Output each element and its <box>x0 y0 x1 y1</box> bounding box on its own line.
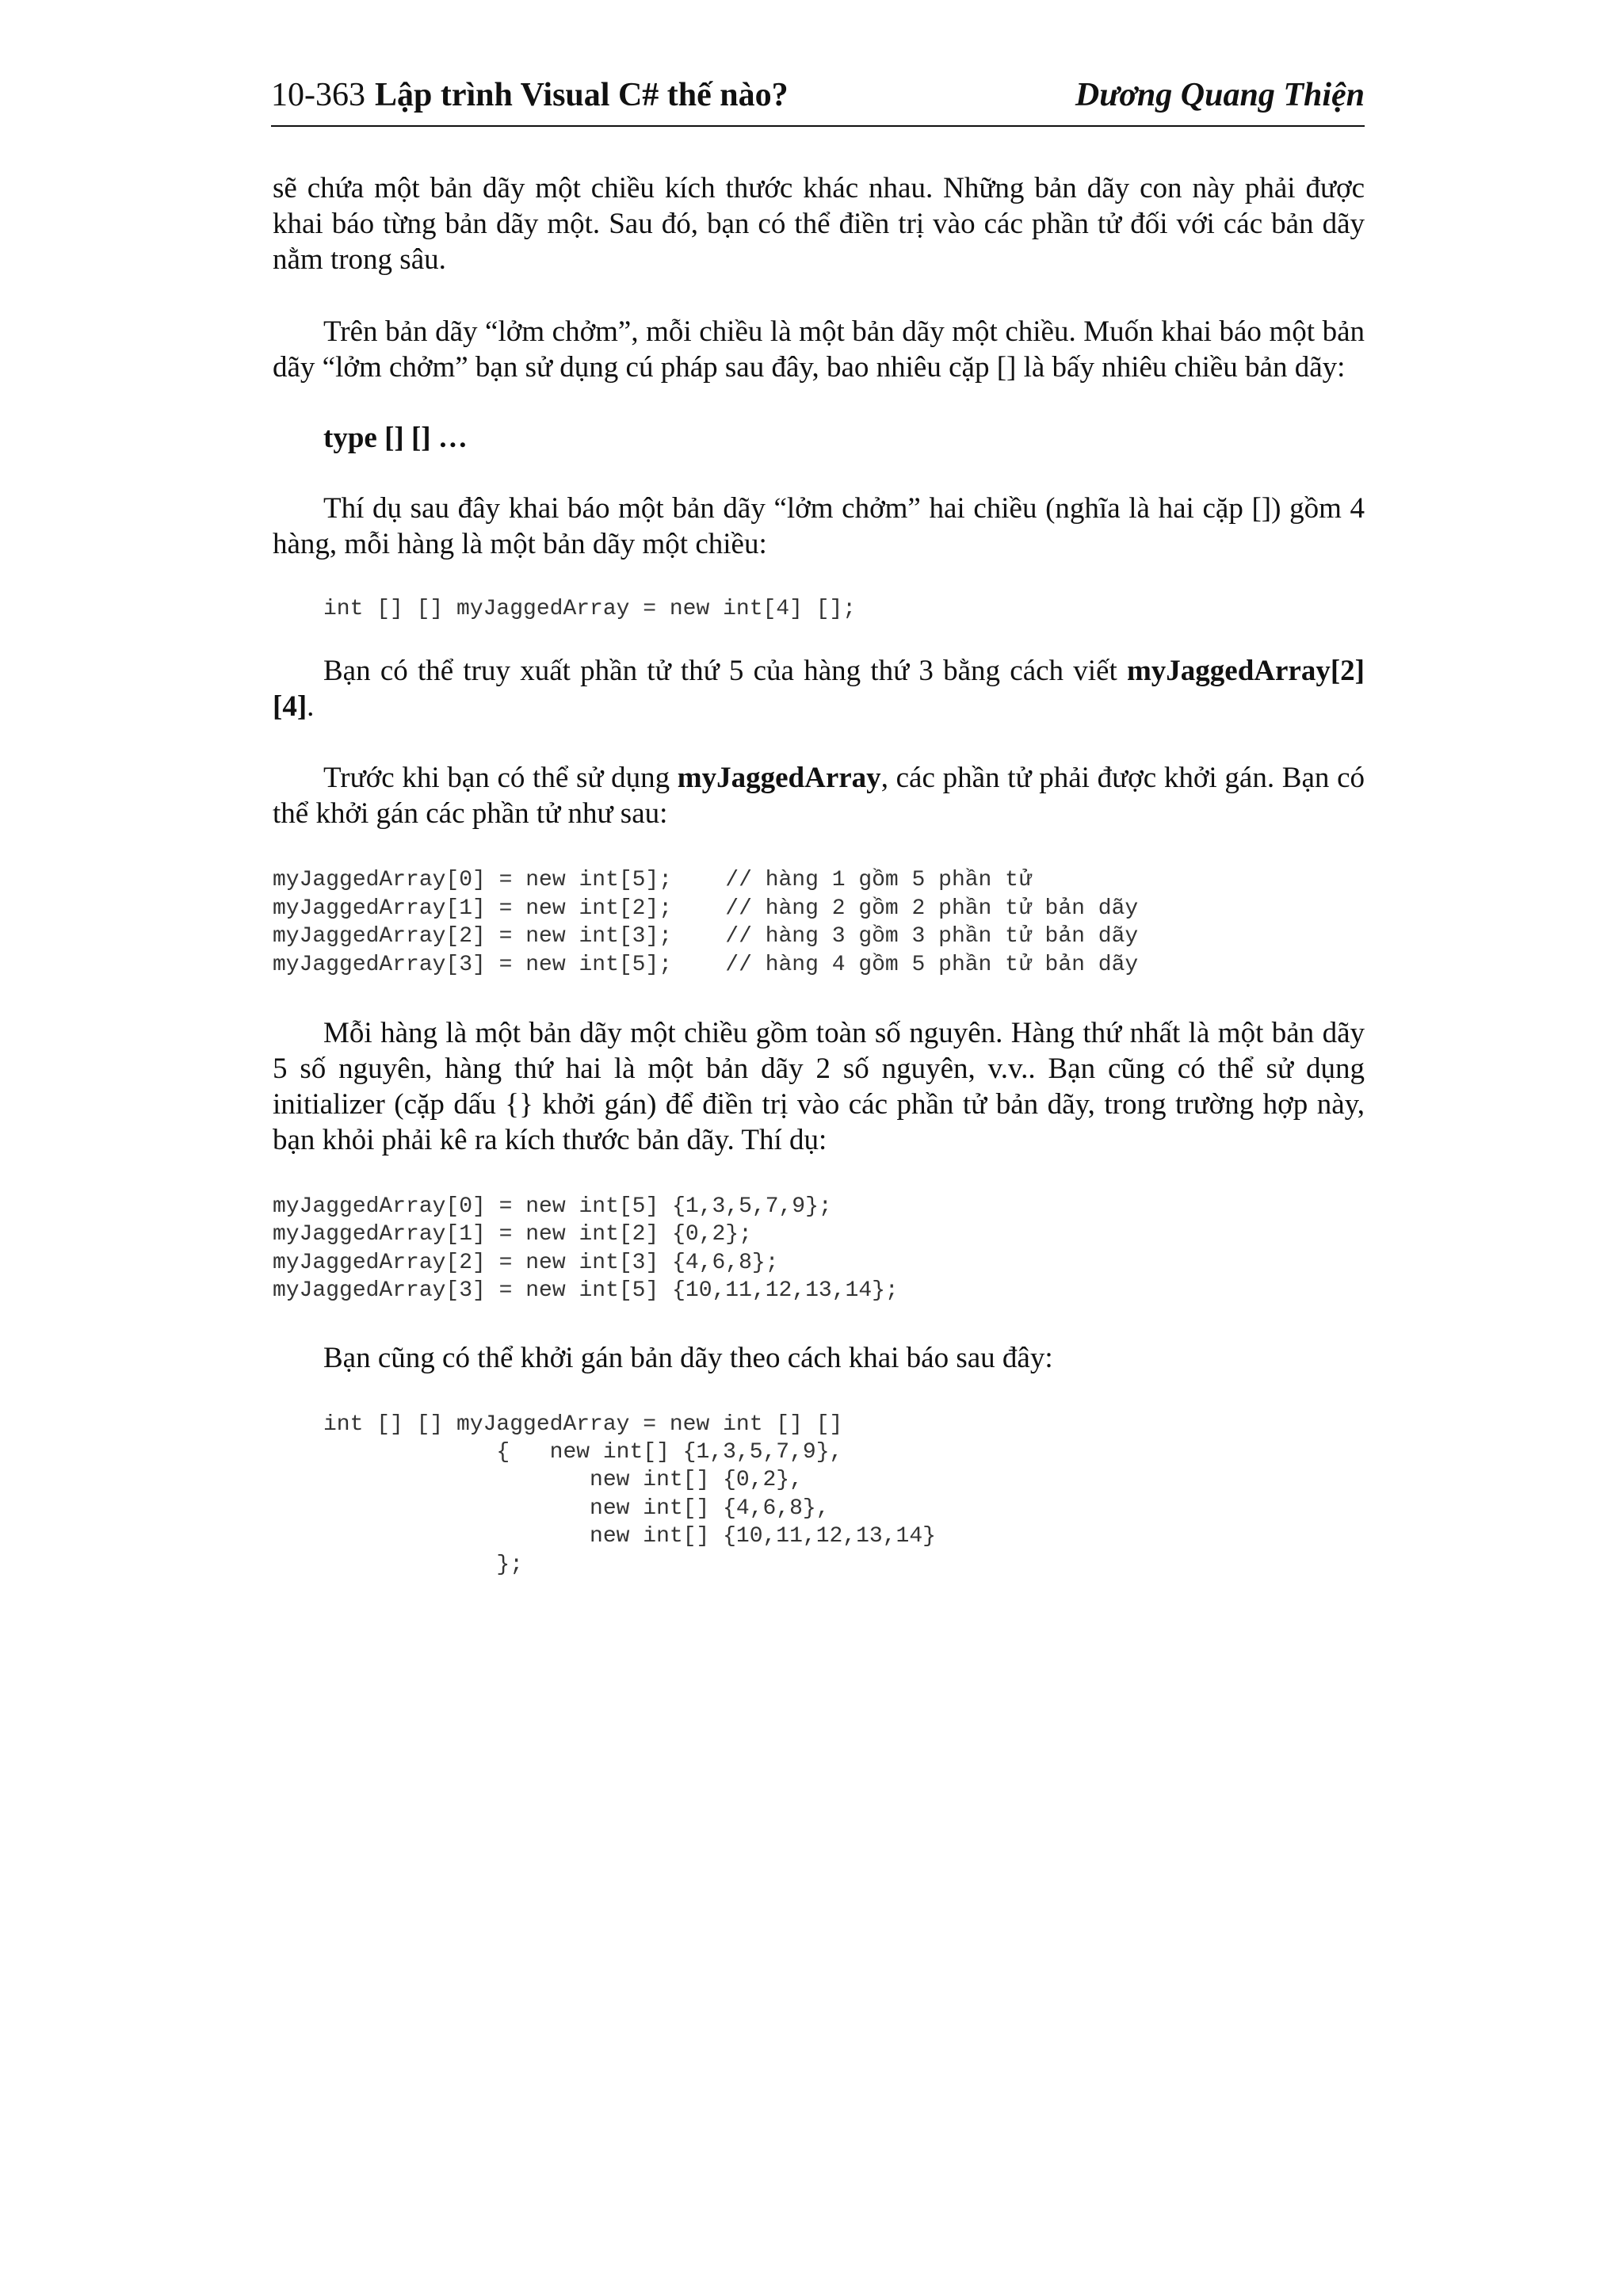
paragraph-6: Mỗi hàng là một bản dãy một chiều gồm toàn số nguyên. Hàng thứ nhất là một bản dãy 5 số nguyên, hàng thứ hai là một bản dãy 2 số nguyên, v.v.. Bạn cũng có thể sử dụng initializer (cặp dấu {} khởi gán) để điền trị vào các phần tử bản dãy, trong trường hợp này, bạn khỏi phải kê ra kích thước bản dãy. Thí dụ: <box>273 1017 1365 1157</box>
spacer <box>273 979 1365 1015</box>
author-name: Dương Quang Thiện <box>1075 77 1365 113</box>
book-title: Lập trình Visual C# thế nào? <box>375 77 789 113</box>
spacer <box>273 562 1365 595</box>
spacer <box>273 623 1365 653</box>
paragraph-4-bold: myJaggedArray[2] [4] <box>273 655 1365 724</box>
paragraph-3: Thí dụ sau đây khai báo một bản dãy “lởm chởm” hai chiều (nghĩa là hai cặp []) gồm 4 hàng, mỗi hàng là một bản dãy một chiều: <box>273 492 1365 560</box>
spacer <box>273 456 1365 491</box>
paragraph-5-bold: myJaggedArray <box>677 762 881 795</box>
code-block-2: myJaggedArray[0] = new int[5]; // hàng 1 gồm 5 phần tử myJaggedArray[1] = new int[2]; // hàng 2 gồm 2 phần tử bản dãy myJaggedArray[2] = new int[3]; // hàng 3 gồm 3 phần tử bản dãy myJaggedArray[3] = new int[5]; // hàng 4 gồm 5 phần tử bản dãy <box>273 868 1139 977</box>
spacer <box>273 831 1365 866</box>
spacer <box>273 1376 1365 1411</box>
paragraph-2: Trên bản dãy “lởm chởm”, mỗi chiều là một bản dãy một chiều. Muốn khai báo một bản dãy “lởm chởm” bạn sử dụng cú pháp sau đây, bao nhiêu cặp [] là bấy nhiêu chiều bản dãy: <box>273 315 1365 384</box>
code-block-4: int [] [] myJaggedArray = new int [] [] { new int[] {1,3,5,7,9}, new int[] {0,2}, new int[] {4,6,8}, new int[] {10,11,12,13,14} }; <box>323 1412 936 1577</box>
header-left <box>271 76 789 114</box>
spacer <box>273 1158 1365 1193</box>
paragraph-7: Bạn cũng có thể khởi gán bản dãy theo cách khai báo sau đây: <box>323 1341 1053 1374</box>
paragraph-5-text-1: Trước khi bạn có thể sử dụng <box>323 762 678 795</box>
page-number: 10-363 <box>271 77 365 113</box>
spacer <box>273 277 1365 314</box>
paragraph-4-text: Bạn có thể truy xuất phần tử thứ 5 của hàng thứ 3 bằng cách viết <box>323 655 1127 688</box>
paragraph-4-end: . <box>307 690 315 724</box>
code-block-1: int [] [] myJaggedArray = new int[4] []; <box>323 597 857 621</box>
paragraph-5-text-2: , các phần tử phải được khởi gán. Bạn có thể khởi gán các phần tử như sau: <box>273 762 1365 831</box>
spacer <box>273 1305 1365 1340</box>
page-body <box>273 170 1365 1579</box>
paragraph-4 <box>273 653 1365 724</box>
spacer <box>273 385 1365 420</box>
code-block-3: myJaggedArray[0] = new int[5] {1,3,5,7,9}; myJaggedArray[1] = new int[2] {0,2}; myJaggedArray[2] = new int[3] {4,6,8}; myJaggedArray[3] = new int[5] {10,11,12,13,14}; <box>273 1194 899 1304</box>
syntax-line: type [] [] … <box>323 422 468 454</box>
page-header <box>271 76 1365 127</box>
spacer <box>273 724 1365 760</box>
paragraph-1: sẽ chứa một bản dãy một chiều kích thước khác nhau. Những bản dãy con này phải được khai báo từng bản dãy một. Sau đó, bạn có thể điền trị vào các phần tử đối với các bản dãy nằm trong sâu. <box>273 172 1365 276</box>
paragraph-5 <box>273 760 1365 831</box>
